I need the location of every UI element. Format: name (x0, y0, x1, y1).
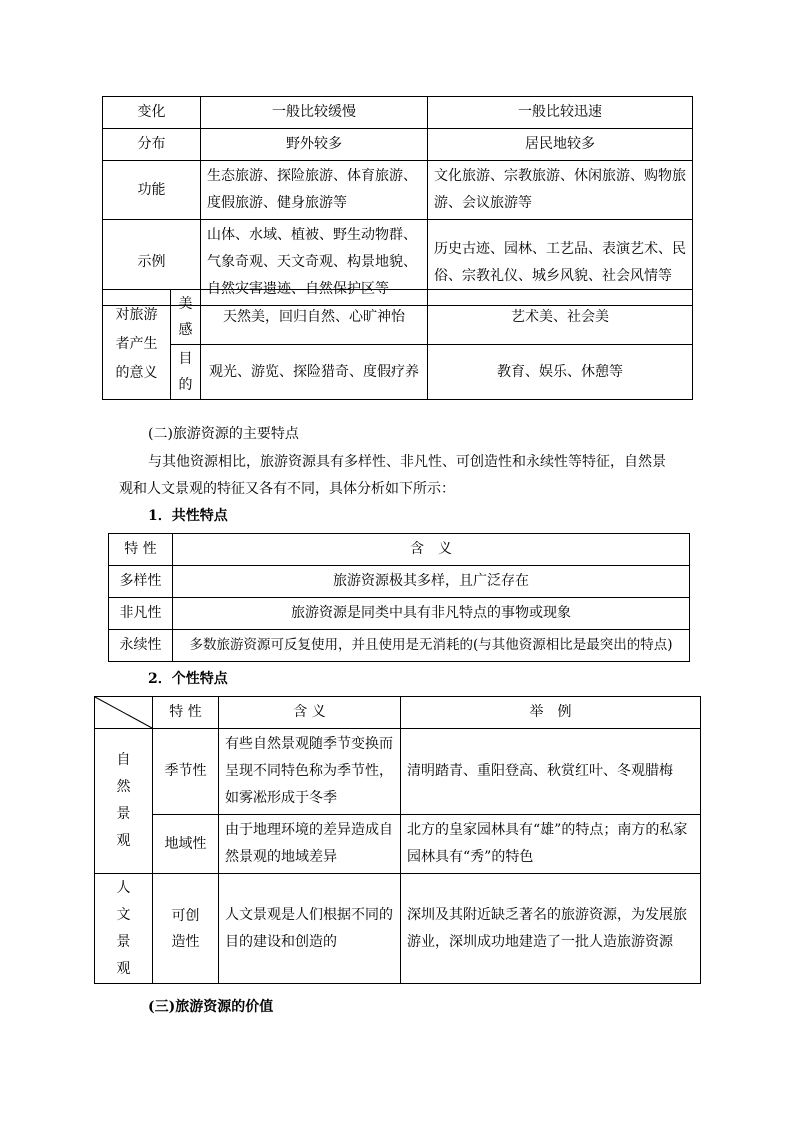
table-row (109, 598, 690, 630)
diagonal-line-icon (95, 697, 152, 728)
common-features-table (108, 533, 690, 662)
meaning-cell: 旅游资源是同类中具有非凡特点的事物或现象 (173, 598, 690, 630)
table-row (103, 97, 693, 129)
example-cell: 深圳及其附近缺乏著名的旅游资源，为发展旅游业，深圳成功地建造了一批人造旅游资源 (401, 874, 701, 984)
natural-cell: 一般比较缓慢 (201, 97, 428, 129)
meaning-cell: 人文景观是人们根据不同的目的建设和创造的 (219, 874, 401, 984)
feature-cell: 季节性 (153, 729, 219, 815)
comparison-table (102, 96, 693, 306)
header-meaning: 含 义 (219, 697, 401, 729)
human-cell: 文化旅游、宗教旅游、休闲旅游、购物旅游、会议旅游等 (428, 161, 693, 220)
row-label: 示例 (103, 220, 201, 306)
natural-landscape-label: 自 然 景 观 (95, 729, 153, 874)
natural-cell: 生态旅游、探险旅游、体育旅游、度假旅游、健身旅游等 (201, 161, 428, 220)
natural-cell: 山体、水域、植被、野生动物群、气象奇观、天文奇观、构景地貌、自然灾害遗迹、自然保护区等 (201, 220, 428, 306)
natural-cell: 观光、游览、探险猎奇、度假疗养 (201, 345, 428, 400)
table-row (95, 815, 701, 874)
table-row (103, 345, 693, 400)
meaning-cell: 有些自然景观随季节变换而呈现不同特色称为季节性，如雾凇形成于冬季 (219, 729, 401, 815)
subheading: 1．共性特点 (148, 508, 228, 524)
meaning-cell: 旅游资源极其多样，且广泛存在 (173, 566, 690, 598)
meaning-cell: 多数旅游资源可反复使用，并且使用是无消耗的(与其他资源相比是最突出的特点) (173, 630, 690, 662)
significance-table (102, 289, 693, 400)
feature-cell: 多样性 (109, 566, 173, 598)
table-row (95, 729, 701, 815)
feature-cell: 地域性 (153, 815, 219, 874)
row-label: 分布 (103, 129, 201, 161)
subheading: 2．个性特点 (148, 671, 228, 687)
example-cell: 清明踏青、重阳登高、秋赏红叶、冬观腊梅 (401, 729, 701, 815)
header-example: 举 例 (401, 697, 701, 729)
header-feature: 特 性 (153, 697, 219, 729)
paragraph-line: 观和人文景观的特征又各有不同，具体分析如下所示： (119, 481, 455, 497)
table-row (95, 874, 701, 984)
feature-cell: 永续性 (109, 630, 173, 662)
header-feature: 特 性 (109, 534, 173, 566)
human-cell: 居民地较多 (428, 129, 693, 161)
feature-cell: 可创 造性 (153, 874, 219, 984)
meaning-cell: 由于地理环境的差异造成自然景观的地域差异 (219, 815, 401, 874)
individual-features-table (94, 696, 701, 984)
human-landscape-label: 人 文 景 观 (95, 874, 153, 984)
table-row (109, 630, 690, 662)
aesthetic-label: 美 感 (171, 290, 201, 345)
table-row (103, 161, 693, 220)
human-cell: 一般比较迅速 (428, 97, 693, 129)
example-cell: 北方的皇家园林具有“雄”的特点；南方的私家园林具有“秀”的特色 (401, 815, 701, 874)
table-row (103, 290, 693, 345)
human-cell: 教育、娱乐、休憩等 (428, 345, 693, 400)
table-row (109, 566, 690, 598)
feature-cell: 非凡性 (109, 598, 173, 630)
row-label: 变化 (103, 97, 201, 129)
section-heading: (三)旅游资源的价值 (148, 999, 274, 1015)
human-cell: 艺术美、社会美 (428, 290, 693, 345)
header-diagonal (95, 697, 153, 729)
significance-label: 对旅游 者产生 的意义 (103, 290, 171, 400)
section-heading: (二)旅游资源的主要特点 (148, 426, 299, 442)
table-header (109, 534, 690, 566)
purpose-label: 目 的 (171, 345, 201, 400)
natural-cell: 野外较多 (201, 129, 428, 161)
table-row (103, 129, 693, 161)
row-label: 功能 (103, 161, 201, 220)
natural-cell: 天然美，回归自然、心旷神怡 (201, 290, 428, 345)
human-cell: 历史古迹、园林、工艺品、表演艺术、民俗、宗教礼仪、城乡风貌、社会风情等 (428, 220, 693, 306)
paragraph-line: 与其他资源相比，旅游资源具有多样性、非凡性、可创造性和永续性等特征，自然景 (148, 454, 666, 470)
table-header (95, 697, 701, 729)
header-meaning: 含 义 (173, 534, 690, 566)
